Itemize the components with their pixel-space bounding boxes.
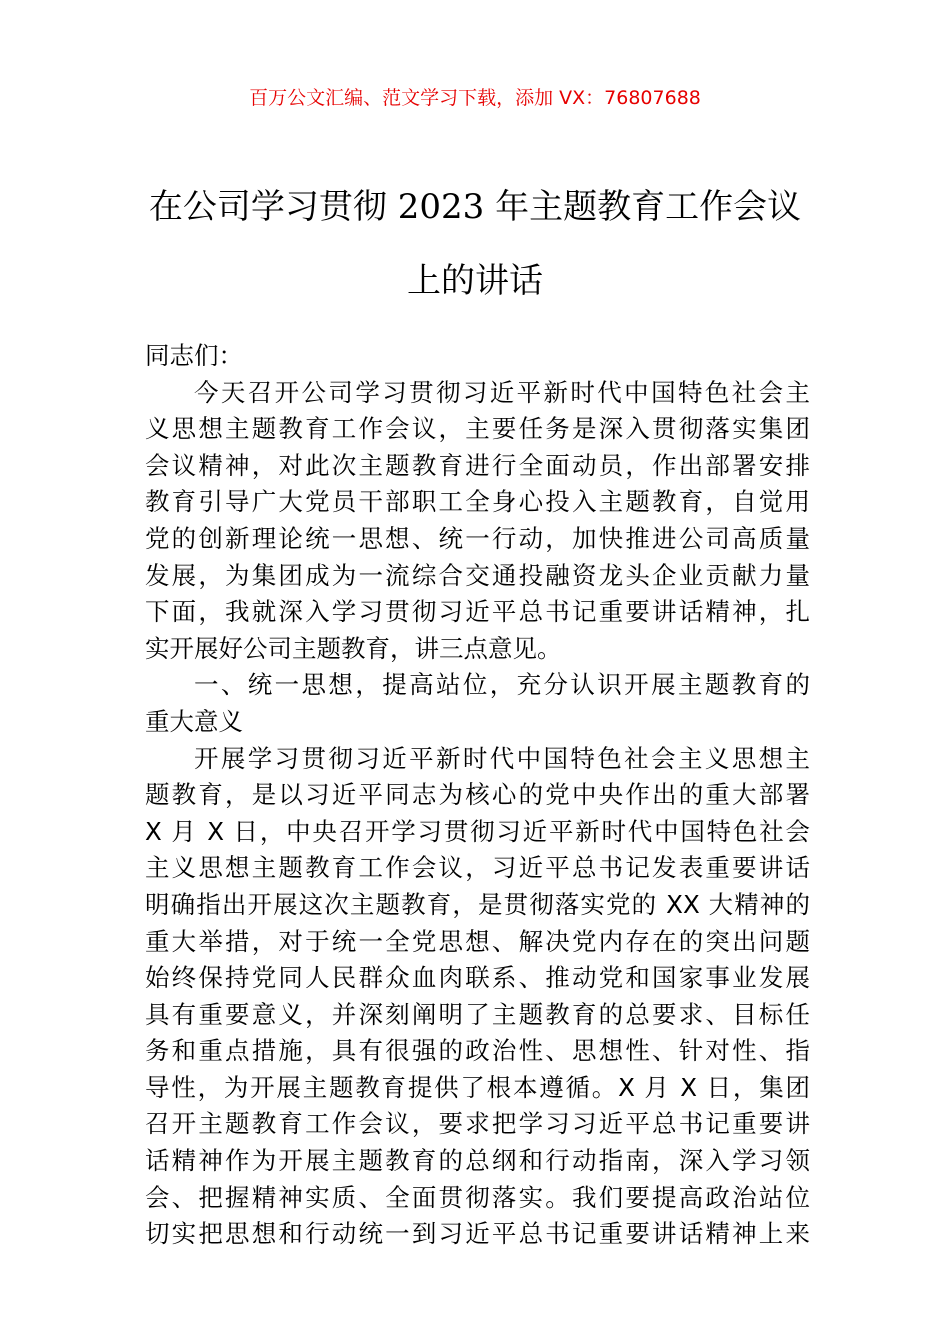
paragraph-line: 今天召开公司学习贯彻习近平新时代中国特色社会主 (194, 377, 810, 407)
title-line-2: 上的讲话 (407, 261, 543, 301)
paragraph-line: 义思想主题教育工作会议，主要任务是深入贯彻落实集团 (145, 414, 810, 444)
paragraph-line: 主义思想主题教育工作会议，习近平总书记发表重要讲话 (145, 853, 810, 883)
paragraph-line: 教育引导广大党员干部职工全身心投入主题教育，自觉用 (145, 487, 810, 517)
paragraph-line: X 月 X 日，中央召开学习贯彻习近平新时代中国特色社会 (145, 816, 810, 846)
paragraph-line: 题教育，是以习近平同志为核心的党中央作出的重大部署 (145, 780, 810, 810)
paragraph-line: 具有重要意义，并深刻阐明了主题教育的总要求、目标任 (145, 999, 810, 1029)
paragraph-line: 发展，为集团成为一流综合交通投融资龙头企业贡献力量 (145, 560, 810, 590)
paragraph-line: 导性，为开展主题教育提供了根本遵循。X 月 X 日，集团 (145, 1072, 810, 1102)
salutation: 同志们： (145, 341, 243, 370)
document-body (145, 338, 810, 1253)
paragraph-line: 下面，我就深入学习贯彻习近平总书记重要讲话精神，扎 (145, 597, 810, 627)
section-heading-line: 重大意义 (145, 706, 243, 736)
paragraph-line: 会、把握精神实质、全面贯彻落实。我们要提高政治站位 (145, 1182, 810, 1212)
paragraph-line: 始终保持党同人民群众血肉联系、推动党和国家事业发展 (145, 963, 810, 993)
paragraph-line: 务和重点措施，具有很强的政治性、思想性、针对性、指 (145, 1036, 810, 1066)
paragraph-line: 重大举措，对于统一全党思想、解决党内存在的突出问题 (145, 926, 810, 956)
paragraph-line: 实开展好公司主题教育，讲三点意见。 (145, 633, 562, 663)
title-line-1: 在公司学习贯彻 2023 年主题教育工作会议 (148, 187, 802, 227)
section-heading-line: 一、统一思想，提高站位，充分认识开展主题教育的 (194, 670, 810, 700)
paragraph-line: 话精神作为开展主题教育的总纲和行动指南，深入学习领 (145, 1146, 810, 1176)
paragraph-line: 明确指出开展这次主题教育，是贯彻落实党的 XX 大精神的 (145, 889, 810, 919)
paragraph-line: 召开主题教育工作会议，要求把学习习近平总书记重要讲 (145, 1109, 810, 1139)
paragraph-line: 党的创新理论统一思想、统一行动，加快推进公司高质量 (145, 523, 810, 553)
paragraph-line: 开展学习贯彻习近平新时代中国特色社会主义思想主 (194, 743, 810, 773)
header-watermark-note: 百万公文汇编、范文学习下载，添加 VX：76807688 (249, 87, 701, 109)
paragraph-line: 切实把思想和行动统一到习近平总书记重要讲话精神上来 (145, 1219, 810, 1249)
paragraph-line: 会议精神，对此次主题教育进行全面动员，作出部署安排 (145, 450, 810, 480)
document-title (120, 170, 830, 318)
